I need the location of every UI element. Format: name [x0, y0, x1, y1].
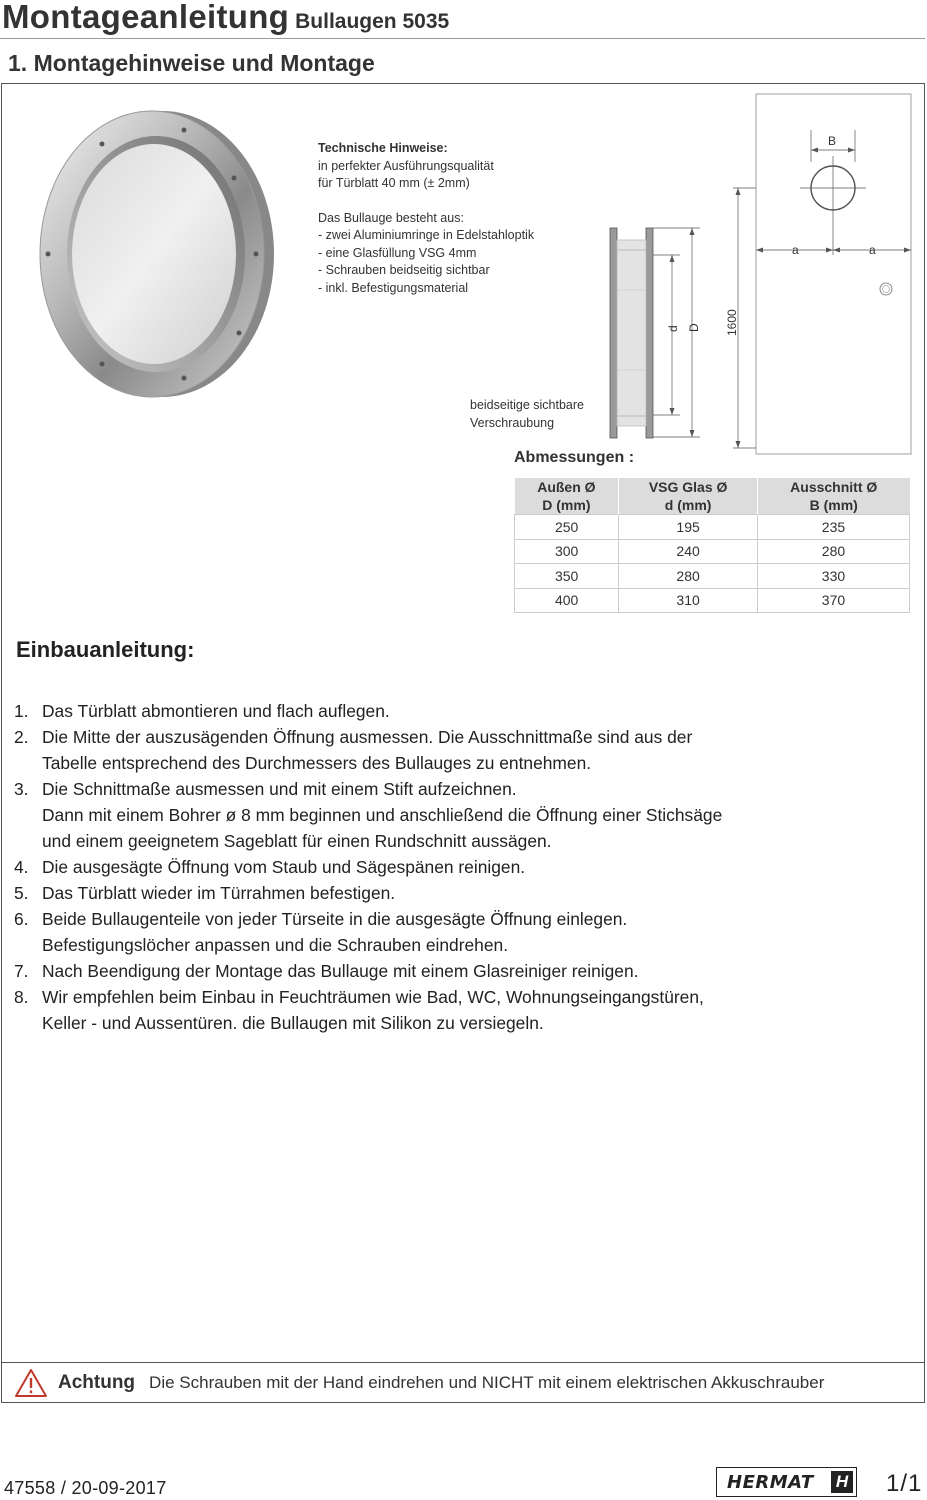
table-row — [515, 588, 910, 613]
table-row — [515, 515, 910, 540]
section-title: 1. Montagehinweise und Montage — [8, 50, 375, 76]
table-cell: 235 — [757, 515, 909, 540]
title-subtitle: Bullaugen 5035 — [295, 10, 450, 33]
component-item: - Schrauben beidseitig sichtbar — [318, 263, 490, 277]
table-cell: 195 — [619, 515, 758, 540]
screw-note — [470, 397, 584, 432]
label-d-large: D — [687, 323, 701, 332]
list-item: 4. Die ausgesägte Öffnung vom Staub und Sägespänen reinigen. — [14, 857, 526, 877]
component-item: - inkl. Befestigungsmaterial — [318, 280, 469, 295]
porthole-illustration — [34, 108, 278, 405]
list-item: 5. Das Türblatt wieder im Türrahmen befestigen. — [14, 883, 396, 903]
dimensions-title: Abmessungen : — [514, 449, 635, 466]
technical-line: für Türblatt 40 mm (± 2mm) — [318, 176, 470, 190]
brand-logo — [716, 1467, 857, 1497]
label-height: 1600 — [725, 309, 739, 336]
table-cell: 400 — [515, 588, 619, 613]
technical-notes — [318, 140, 534, 297]
warning-text: Die Schrauben mit der Hand eindrehen und NICHT mit einem elektrischen Akkuschrauber — [149, 1373, 825, 1392]
logo-text: HERMAT — [727, 1471, 814, 1493]
label-a-right: a — [869, 243, 876, 257]
warning-triangle-icon — [14, 1368, 48, 1398]
label-a-left: a — [792, 243, 799, 257]
document-title — [2, 0, 449, 36]
components-heading: Das Bullauge besteht aus: — [318, 210, 464, 225]
page-number: 1/1 — [886, 1470, 923, 1497]
component-item: - zwei Aluminiumringe in Edelstahloptik — [318, 228, 535, 242]
technical-heading: Technische Hinweise: — [318, 141, 448, 155]
list-item: 1. Das Türblatt abmontieren und flach auflegen. — [14, 701, 390, 721]
table-cell: 280 — [757, 539, 909, 564]
table-cell: 310 — [619, 588, 758, 613]
dimensions-table — [514, 478, 910, 613]
warning-label: Achtung — [58, 1372, 136, 1393]
table-cell: 250 — [515, 515, 619, 540]
title-divider — [0, 38, 925, 39]
table-cell: 240 — [619, 539, 758, 564]
title-main: Montageanleitung — [2, 0, 290, 35]
list-item: 6. Beide Bullaugenteile von jeder Türseite in die ausgesägte Öffnung einlegen. Befestigungslöcher anpassen und die Schrauben eindrehen. — [14, 909, 628, 955]
table-cell: 370 — [757, 588, 909, 613]
column-header: Außen Ø D (mm) — [515, 478, 619, 515]
table-row — [515, 564, 910, 589]
column-header: Ausschnitt Ø B (mm) — [757, 478, 909, 515]
screw-note-line: beidseitige sichtbare — [470, 398, 584, 412]
label-b: B — [828, 134, 837, 148]
installation-steps — [14, 698, 894, 1036]
screw-note-line: Verschraubung — [470, 415, 555, 430]
list-item: 3. Die Schnittmaße ausmessen und mit einem Stift aufzeichnen. Dann mit einem Bohrer ø 8 mm beginnen und anschließend die Öffnung einer Stichsäge und einem geeignetem Sageblatt für einen Rundschnitt aussägen. — [14, 779, 723, 851]
table-header-row — [515, 478, 910, 515]
table-row — [515, 539, 910, 564]
label-d-small: d — [666, 325, 680, 332]
component-item: - eine Glasfüllung VSG 4mm — [318, 245, 477, 260]
list-item: 8. Wir empfehlen beim Einbau in Feuchträumen wie Bad, WC, Wohnungseingangstüren, Keller - und Aussentüren. die Bullaugen mit Silikon zu versiegeln. — [14, 987, 704, 1033]
warning-bar — [14, 1366, 824, 1400]
table-cell: 330 — [757, 564, 909, 589]
side-section-drawing — [600, 220, 710, 445]
table-cell: 280 — [619, 564, 758, 589]
table-cell: 350 — [515, 564, 619, 589]
column-header: VSG Glas Ø d (mm) — [619, 478, 758, 515]
warning-divider — [1, 1362, 925, 1363]
logo-mark: H — [831, 1471, 853, 1493]
list-item: 2. Die Mitte der auszusägenden Öffnung ausmessen. Die Ausschnittmaße sind aus der Tabelle entsprechend des Durchmessers des Bullauges zu entnehmen. — [14, 727, 693, 773]
list-item: 7. Nach Beendigung der Montage das Bullauge mit einem Glasreiniger reinigen. — [14, 961, 639, 981]
document-code: 47558 / 20-09-2017 — [4, 1478, 167, 1498]
technical-line: in perfekter Ausführungsqualität — [318, 158, 494, 173]
door-front-drawing — [725, 90, 923, 465]
table-cell: 300 — [515, 539, 619, 564]
installation-title: Einbauanleitung: — [16, 637, 195, 662]
